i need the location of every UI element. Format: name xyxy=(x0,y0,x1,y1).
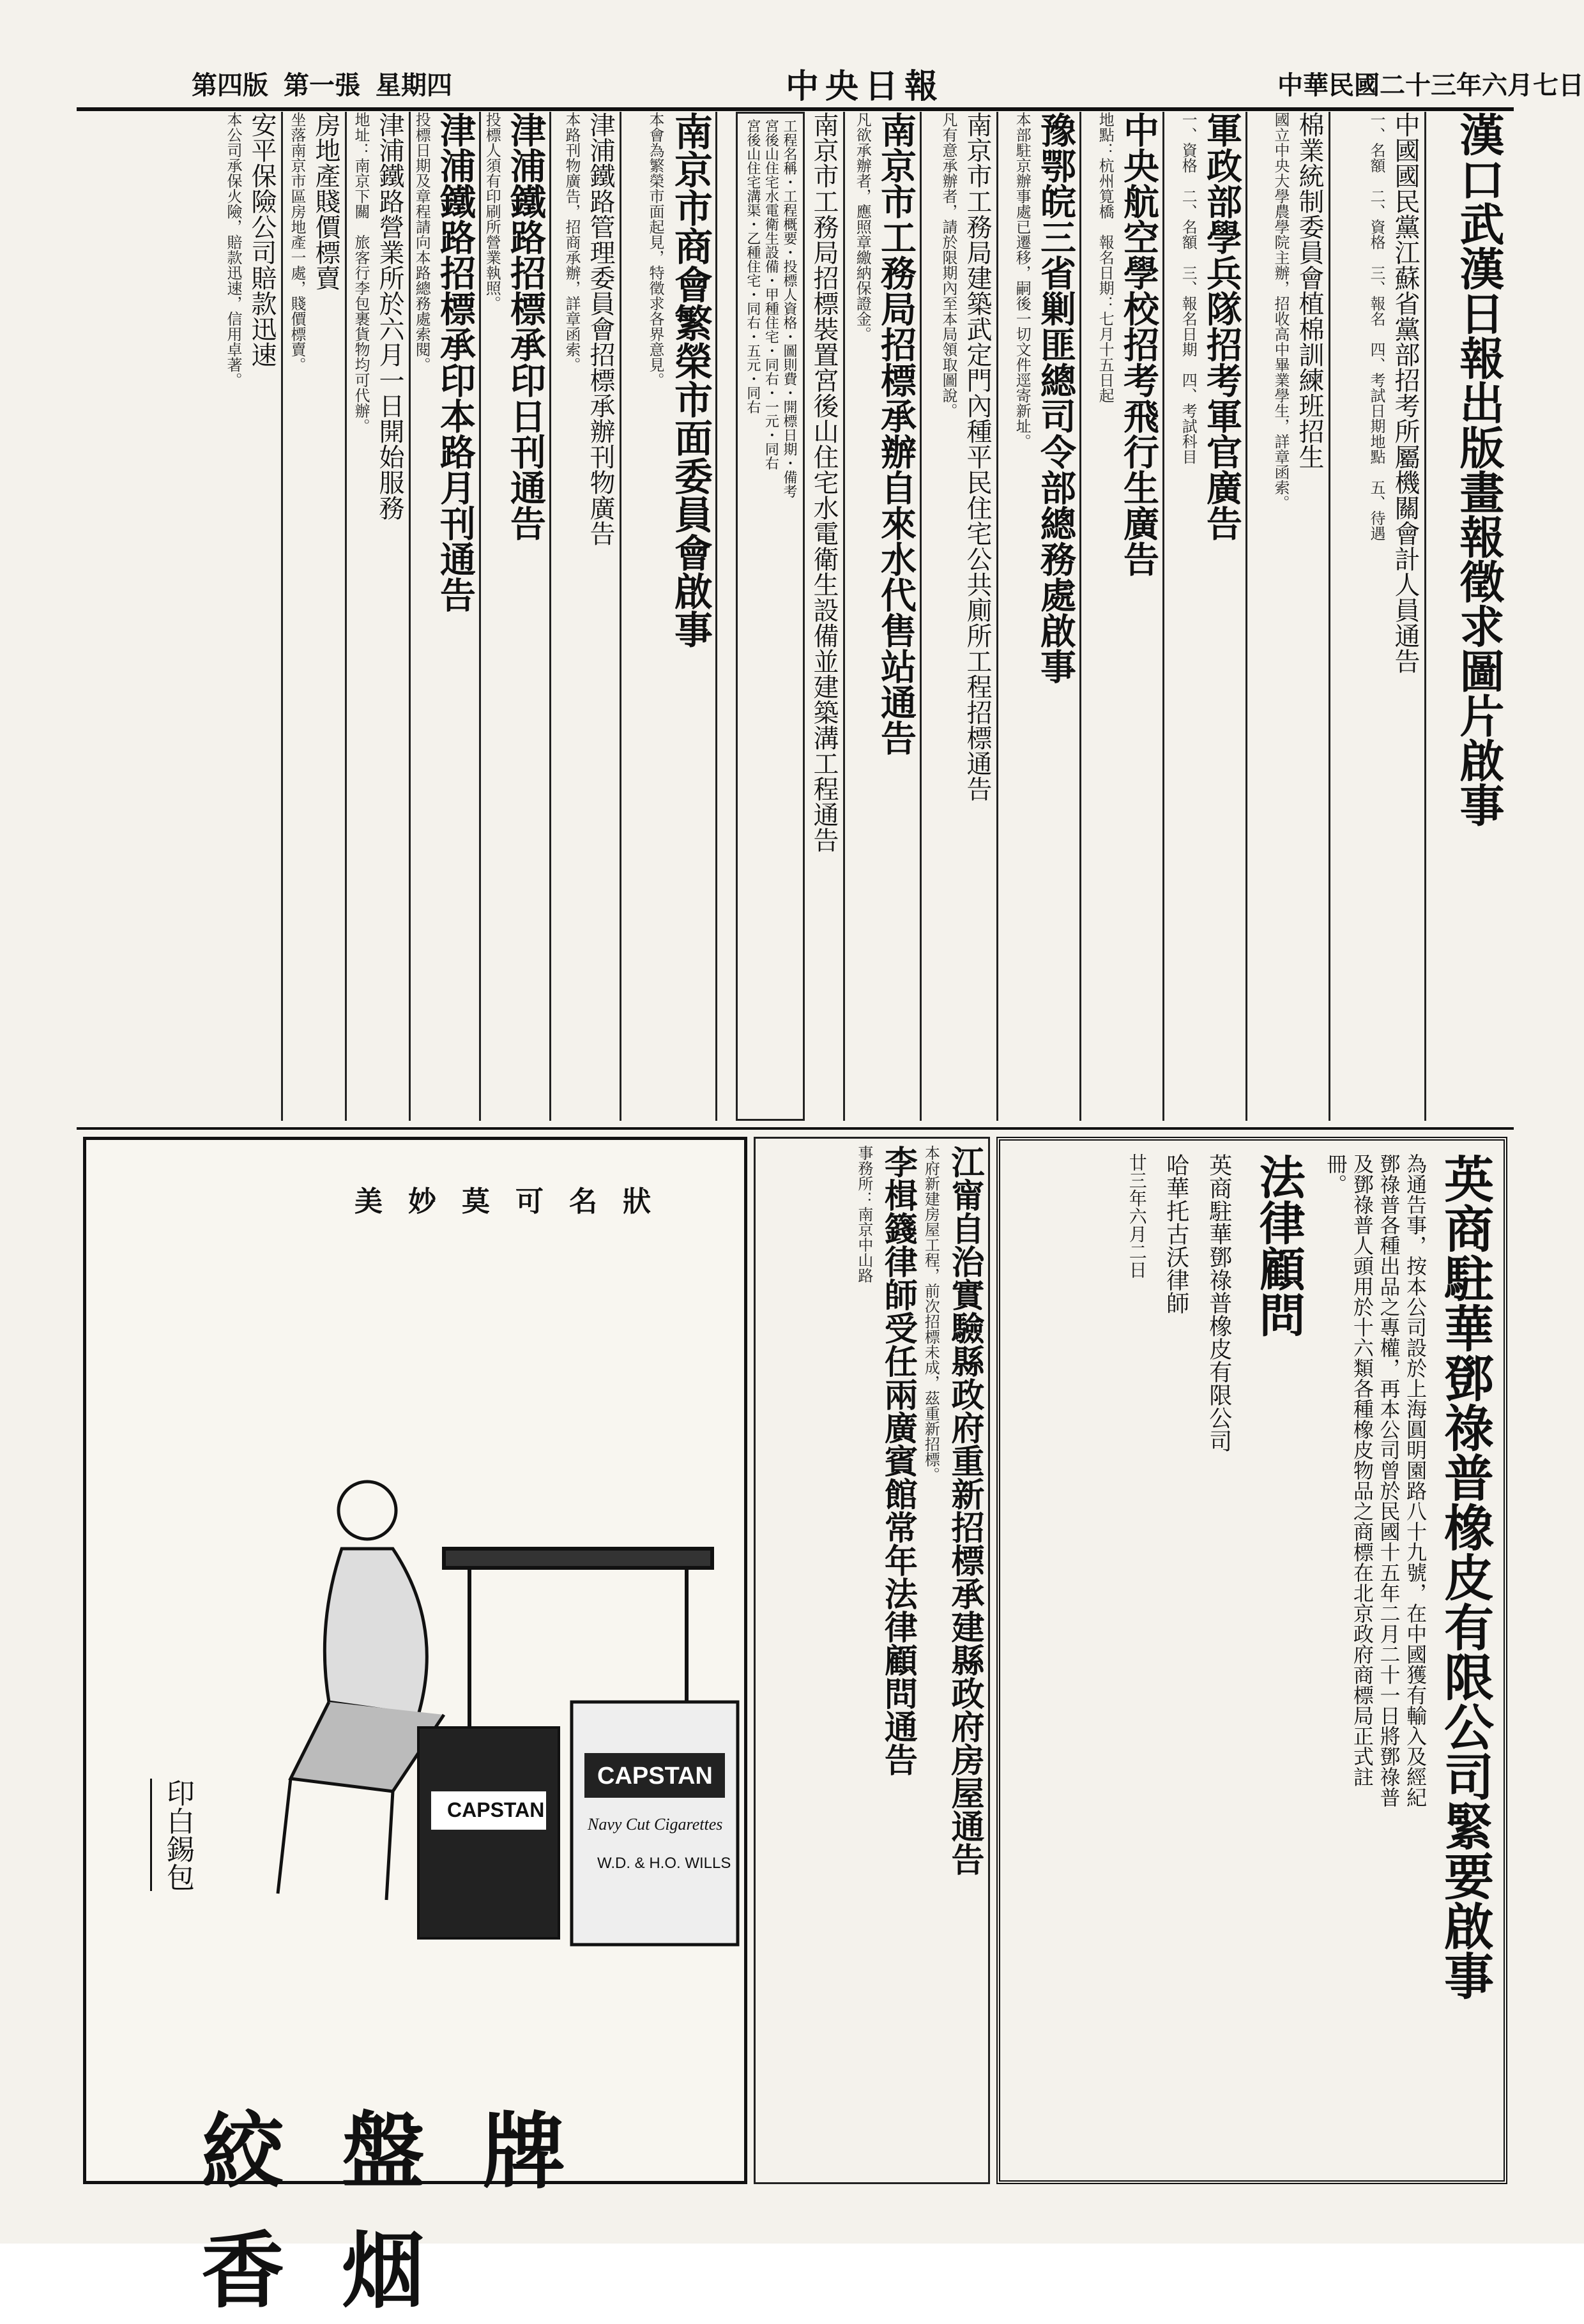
notice-suppression-hq xyxy=(996,112,1079,1121)
notice-title: 軍政部學兵隊招考軍官廣告 xyxy=(1201,112,1243,541)
notice-body: 一、名額 二、資格 三、報名 四、考試日期地點 五、待遇 xyxy=(1367,112,1385,541)
notice-body: 投標日期及章程請向本路總務處索閱。 xyxy=(413,112,431,372)
notice-title: 豫鄂皖三省剿匪總司令部總務處啟事 xyxy=(1035,112,1077,684)
ad-middle-notices xyxy=(754,1137,990,2184)
notice-title: 南京市工務局招標裝置宮後山住宅水電衛生設備並建築溝工程通告 xyxy=(809,112,839,853)
notice-jinpu-daily xyxy=(479,112,549,1121)
weekday: 星期四 xyxy=(376,70,452,100)
dunlop-body: 為通告事，按本公司設於上海圓明園路八十九號，在中國獲有輸入及經紀鄧祿普各種出品之專權，再本公司曾於民國十五年二月二十一日將鄧祿普及鄧祿普人頭用於十六類各種橡皮物品之商標在北京政府商標局正式註冊。 xyxy=(1323,1153,1428,1807)
notice-military-recruit xyxy=(1162,112,1245,1121)
notice-gonghoushan-works xyxy=(715,112,843,1121)
table-row: 宮後山住宅水電衛生設備・甲種住宅・同右・一元・同右 xyxy=(763,119,779,470)
masthead-rule xyxy=(77,107,1514,111)
masthead xyxy=(192,61,1584,105)
notice-title: 房地產賤價標賣 xyxy=(311,112,340,291)
table-cell: 一元 xyxy=(763,400,779,428)
tin-label-1: CAPSTAN xyxy=(447,1798,545,1821)
notice-body: 本公司承保火險，賠款迅速，信用卓著。 xyxy=(224,112,242,388)
table-cell: 五元 xyxy=(744,344,761,372)
issue-date: 中華民國二十三年六月七日 xyxy=(1277,70,1584,100)
notice-title: 津浦鐵路招標承印本路月刊通告 xyxy=(434,112,476,612)
notice-chamber-commerce xyxy=(620,112,715,1121)
dunlop-signature-title: 法律顧問 xyxy=(1251,1153,1306,1337)
notice-body: 本路刊物廣告，招商承辦，詳章函索。 xyxy=(563,112,581,372)
table-row: 宮後山住宅溝渠・乙種住宅・同右・五元・同右 xyxy=(744,119,761,414)
notice-wuhan-pictorial xyxy=(1424,112,1507,1121)
table-cell: 乙種住宅 xyxy=(744,231,761,287)
masthead-left xyxy=(192,65,452,102)
notice-body: 凡有意承辦者，請於限期內至本局領取圖說。 xyxy=(940,112,957,418)
tin-maker: W.D. & H.O. WILLS xyxy=(597,1855,731,1872)
dunlop-lawyer: 哈華托古沃律師 xyxy=(1162,1153,1189,1314)
table-header: 開標日期 xyxy=(781,400,797,456)
notice-jiangsu-party xyxy=(1329,112,1424,1121)
masthead-right xyxy=(1277,65,1584,102)
paper-name: 中央日報 xyxy=(785,66,944,106)
notice-title: 安平保險公司賠款迅速 xyxy=(247,112,277,367)
table-header-row: 工程名稱・工程概要・投標人資格・圖則費・開標日期・備考 xyxy=(781,119,797,498)
section-rule xyxy=(77,1127,1514,1130)
tender-table xyxy=(736,112,805,1121)
lower-ads xyxy=(83,1137,1507,2320)
table-cell: 同右 xyxy=(744,386,761,414)
notice-title: 中國國民黨江蘇省黨部招考所屬機關會計人員通告 xyxy=(1390,112,1420,674)
ad-capstan-cigarettes xyxy=(83,1137,747,2320)
notice-jinpu-office xyxy=(345,112,409,1121)
notice-jinpu-ads xyxy=(549,112,620,1121)
table-header: 工程名稱 xyxy=(781,119,797,175)
table-header: 投標人資格 xyxy=(781,259,797,330)
notice-title: 南京市工務局招標承辦自來水代售站通告 xyxy=(875,112,917,756)
table-header: 工程概要 xyxy=(781,189,797,245)
table-cell: 同右 xyxy=(744,301,761,330)
table-cell: 宮後山住宅溝渠 xyxy=(744,119,761,217)
notice-body: 本部駐京辦事處已遷移，嗣後一切文件逕寄新址。 xyxy=(1013,112,1032,449)
sheet-number: 第一張 xyxy=(284,70,360,100)
notice-water-station xyxy=(843,112,920,1121)
tin-label-3: Navy Cut Cigarettes xyxy=(588,1815,723,1834)
notice-body: 一、資格 二、名額 三、報名日期 四、考試科目 xyxy=(1179,112,1198,464)
upper-notices xyxy=(83,112,1507,1121)
notice-body: 本會為繁榮市面起見，特徵求各界意見。 xyxy=(646,112,664,388)
table-header: 備考 xyxy=(781,470,797,498)
dunlop-company: 英商駐華鄧祿普橡皮有限公司 xyxy=(1205,1153,1232,1452)
notice-insurance xyxy=(204,112,281,1121)
ad-dunlop-notice xyxy=(996,1137,1507,2184)
notice-cotton-training xyxy=(1245,112,1329,1121)
table-cell: 宮後山住宅水電衛生設備 xyxy=(763,119,779,273)
notice-public-housing xyxy=(920,112,996,1121)
notice-title: 津浦鐵路管理委員會招標承辦刊物廣告 xyxy=(586,112,615,546)
notice-body: 事務所：南京中山路 xyxy=(855,1145,873,1283)
ad-slogan: 美妙莫可名狀 xyxy=(354,1185,676,1218)
notice-body: 地點：杭州筧橋 報名日期：七月十五日起 xyxy=(1096,112,1115,403)
notice-body: 地址：南京下關 旅客行李包裹貨物均可代辦。 xyxy=(352,112,370,434)
notice-title: 棉業統制委員會植棉訓練班招生 xyxy=(1295,112,1324,469)
notice-title: 中央航空學校招考飛行生廣告 xyxy=(1118,112,1160,577)
table-cell: 甲種住宅 xyxy=(763,287,779,344)
dunlop-date: 廿三年六月二日 xyxy=(1126,1153,1148,1279)
page-number: 第四版 xyxy=(192,70,268,100)
notice-body: 本府新建房屋工程，前次招標未成，茲重新招標。 xyxy=(922,1145,940,1482)
table-cell: 同右 xyxy=(763,442,779,470)
notice-title: 漢口武漢日報出版畫報徵求圖片啟事 xyxy=(1452,112,1505,827)
notice-title: 津浦鐵路招標承印日刊通告 xyxy=(505,112,547,541)
notice-title: 津浦鐵路營業所於六月一日開始服務 xyxy=(375,112,404,520)
notice-title: 南京市工務局建築武定門內種平民住宅公共廁所工程招標通告 xyxy=(963,112,992,801)
ad-illustration xyxy=(86,1140,744,2181)
brand-name: 絞盤牌香烟 xyxy=(201,2102,623,2320)
dunlop-title: 英商駐華鄧祿普橡皮有限公司緊要啟事 xyxy=(1436,1153,1494,2000)
notice-body: 投標人須有印刷所營業執照。 xyxy=(483,112,501,311)
tin-label-2: CAPSTAN xyxy=(597,1763,713,1789)
notice-aviation-school xyxy=(1079,112,1162,1121)
pack-note: 印白錫包 xyxy=(150,1779,198,1891)
table-header: 圖則費 xyxy=(781,344,797,386)
notice-title: 李楫籛律師受任兩廣賓館常年法律顧問通告 xyxy=(878,1145,918,1776)
notice-body: 國立中央大學農學院主辦，招收高中畢業學生，詳章函索。 xyxy=(1272,112,1290,510)
notice-body: 凡欲承辦者，應照章繳納保證金。 xyxy=(853,112,872,342)
notice-title: 江甯自治實驗縣政府重新招標承建縣政府房屋通告 xyxy=(945,1145,984,1876)
notice-body: 坐落南京市區房地產一處，賤價標賣。 xyxy=(288,112,306,372)
table-cell: 同右 xyxy=(763,358,779,386)
notice-title: 南京市商會繁榮市面委員會啟事 xyxy=(668,112,713,648)
notice-real-estate xyxy=(281,112,345,1121)
notice-jinpu-monthly xyxy=(409,112,479,1121)
